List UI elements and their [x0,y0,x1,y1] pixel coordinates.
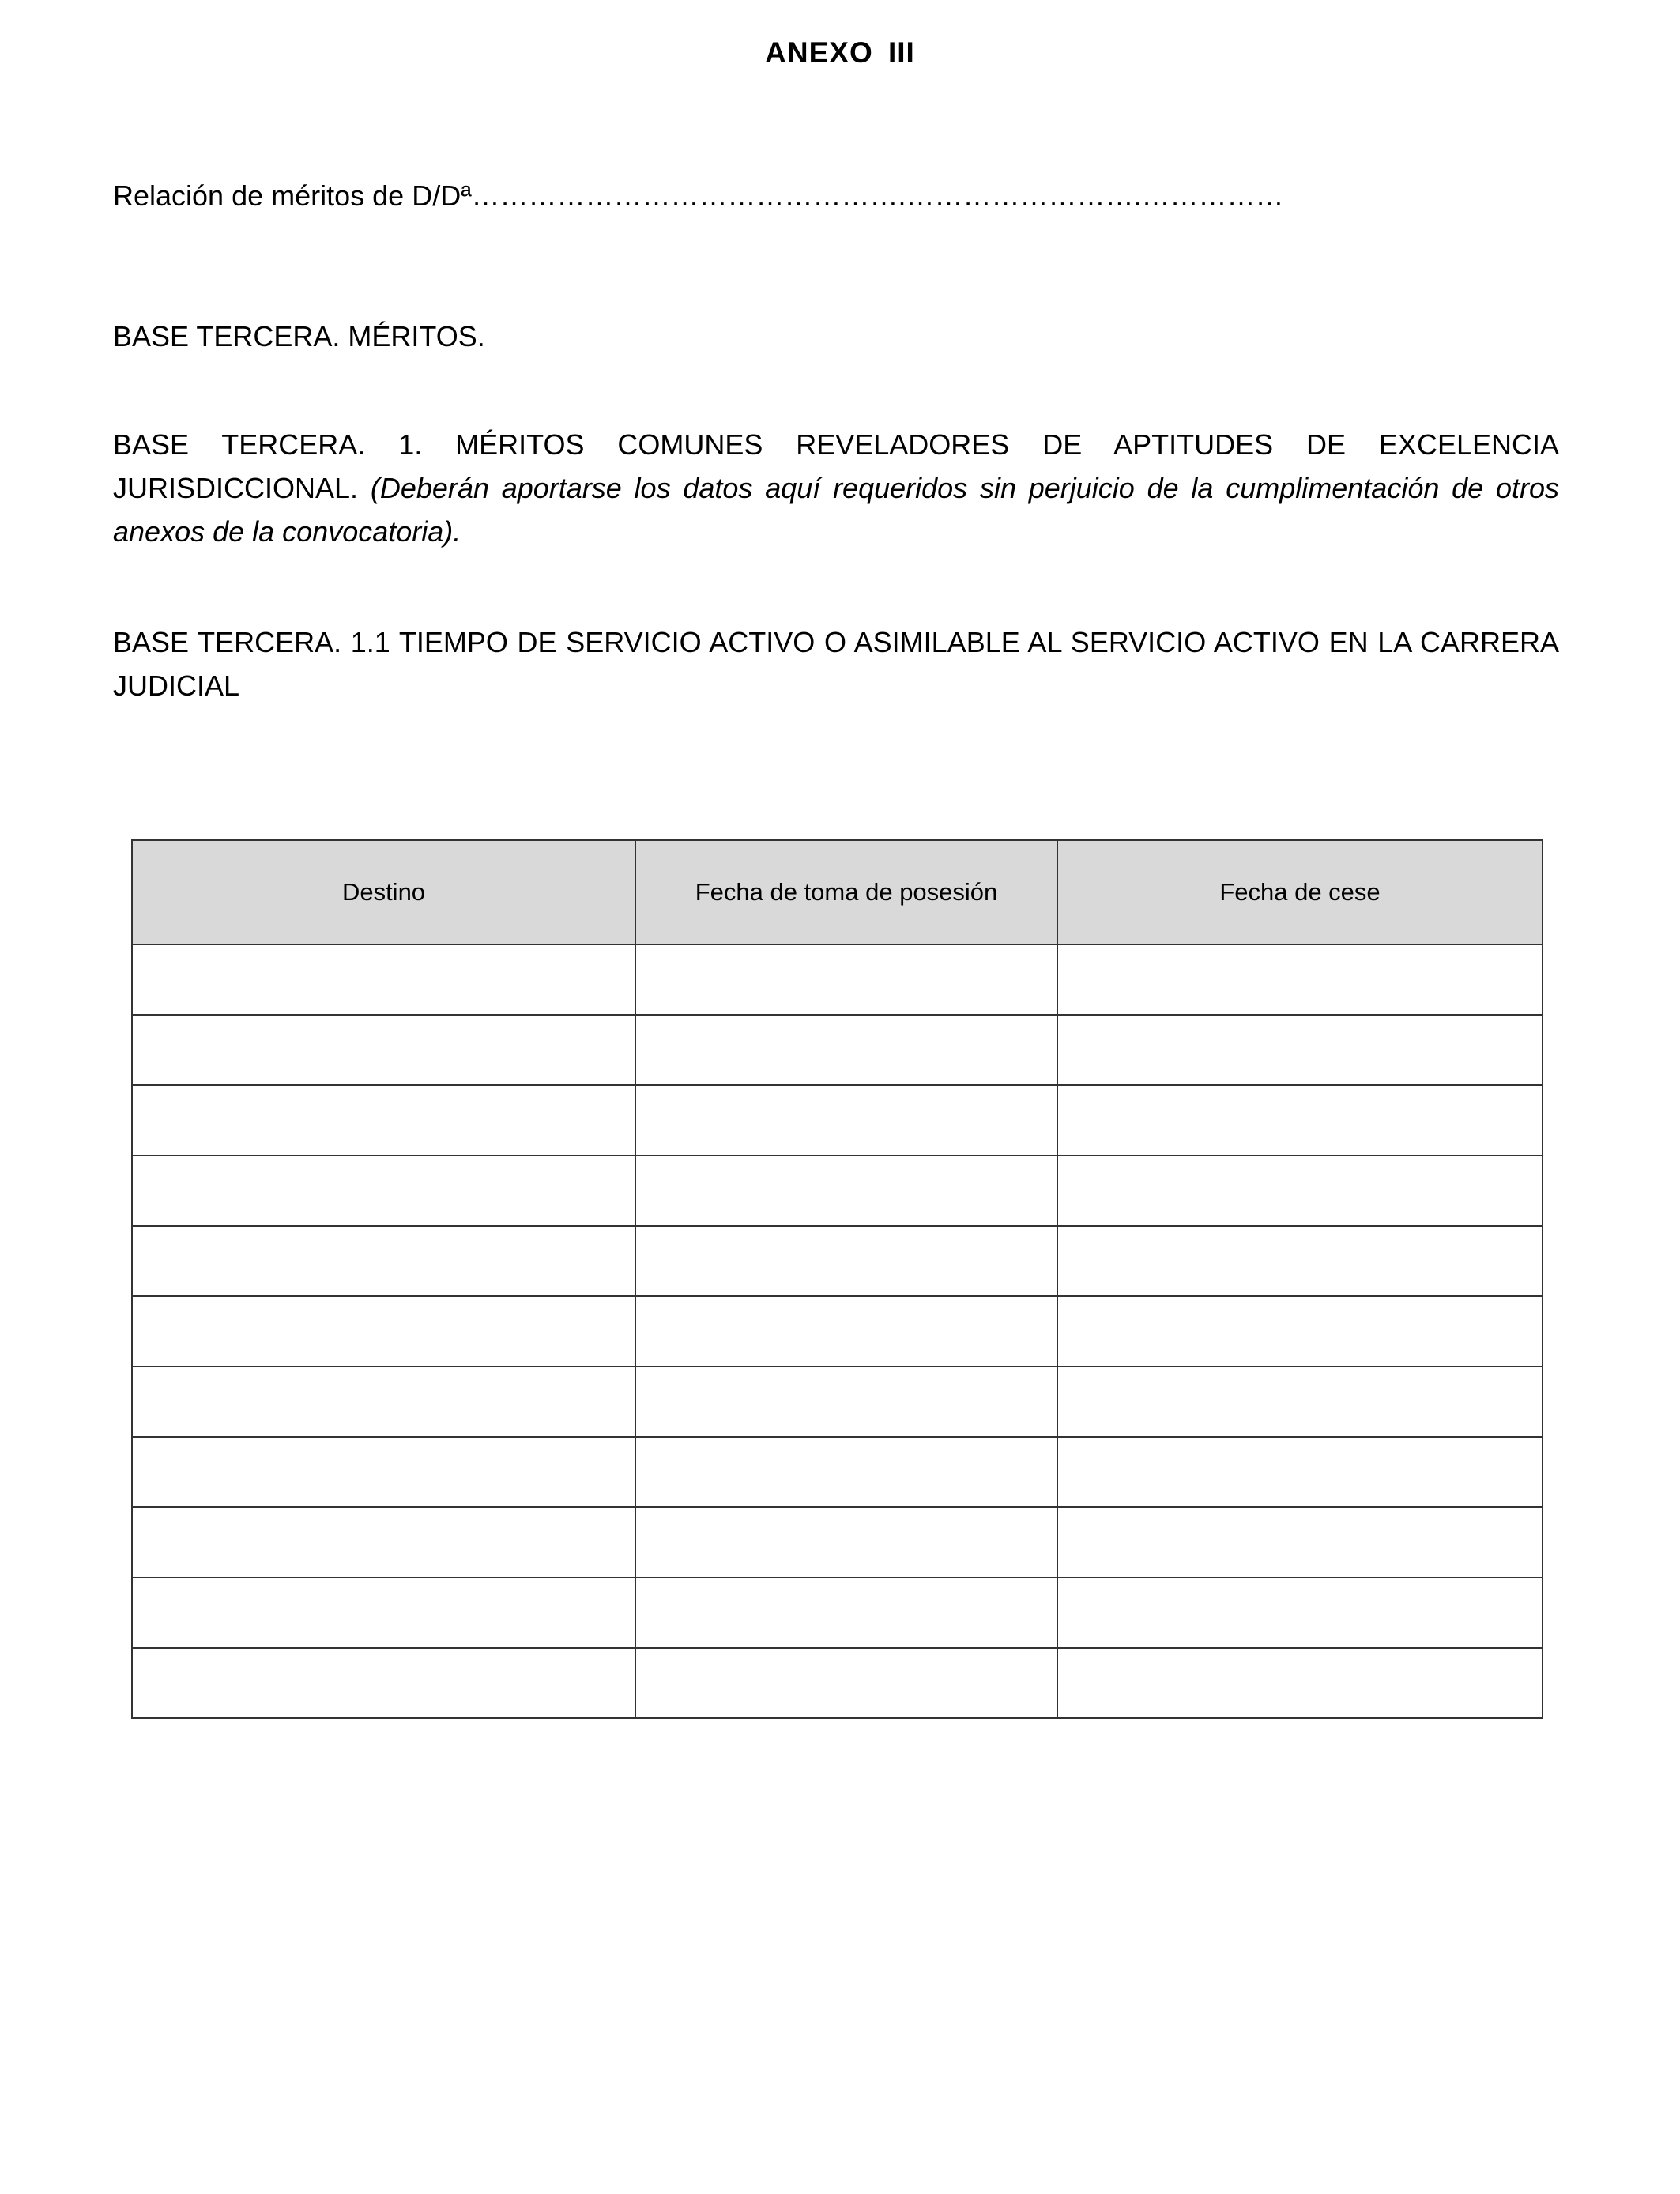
base-comunes-note: (Deberán aportarse los datos aquí requeridos sin perjuicio de la cumplimentación de otros anexos de la convocatoria). [113,472,1559,548]
destino-cell[interactable] [132,1507,635,1578]
destino-cell[interactable] [132,1155,635,1226]
fecha-toma-posesion-cell[interactable] [635,1155,1057,1226]
base-tercera-meritos-heading: BASE TERCERA. MÉRITOS. [113,320,485,352]
base-tercera-tiempo-heading: BASE TERCERA. 1.1 TIEMPO DE SERVICIO ACTIVO O ASIMILABLE AL SERVICIO ACTIVO EN LA CARRERA JUDICIAL [113,626,1559,702]
fecha-cese-cell[interactable] [1057,944,1543,1015]
table-row [132,1226,1543,1296]
fecha-cese-cell[interactable] [1057,1296,1543,1367]
fecha-toma-posesion-cell[interactable] [635,1296,1057,1367]
relacion-label: Relación de méritos de D/Dª [113,179,472,212]
table-row [132,1507,1543,1578]
fecha-toma-posesion-cell[interactable] [635,1437,1057,1507]
fecha-cese-cell[interactable] [1057,1507,1543,1578]
table-row [132,1296,1543,1367]
fecha-cese-cell[interactable] [1057,1578,1543,1648]
destino-cell[interactable] [132,944,635,1015]
fecha-cese-cell[interactable] [1057,1437,1543,1507]
table-row [132,1437,1543,1507]
destino-cell[interactable] [132,1085,635,1155]
table-row [132,944,1543,1015]
page-title: ANEXO III [765,36,915,69]
column-header-fecha-toma-posesion: Fecha de toma de posesión [635,840,1057,944]
fecha-cese-cell[interactable] [1057,1015,1543,1085]
fecha-cese-cell[interactable] [1057,1226,1543,1296]
fecha-toma-posesion-cell[interactable] [635,1507,1057,1578]
destino-cell[interactable] [132,1015,635,1085]
fecha-cese-cell[interactable] [1057,1648,1543,1718]
table-row [132,1155,1543,1226]
service-time-table [131,839,1543,1719]
destino-cell[interactable] [132,1578,635,1648]
fecha-toma-posesion-cell[interactable] [635,944,1057,1015]
fecha-cese-cell[interactable] [1057,1367,1543,1437]
destino-cell[interactable] [132,1367,635,1437]
fecha-toma-posesion-cell[interactable] [635,1085,1057,1155]
fecha-toma-posesion-cell[interactable] [635,1578,1057,1648]
column-header-destino: Destino [132,840,635,944]
fecha-toma-posesion-cell[interactable] [635,1367,1057,1437]
table-row [132,1578,1543,1648]
table-row [132,1367,1543,1437]
fecha-cese-cell[interactable] [1057,1085,1543,1155]
relacion-meritos-line [113,174,1559,217]
fecha-toma-posesion-cell[interactable] [635,1015,1057,1085]
fecha-toma-posesion-cell[interactable] [635,1648,1057,1718]
destino-cell[interactable] [132,1226,635,1296]
table-body [132,944,1543,1718]
column-header-fecha-cese: Fecha de cese [1057,840,1543,944]
destino-cell[interactable] [132,1296,635,1367]
fecha-cese-cell[interactable] [1057,1155,1543,1226]
destino-cell[interactable] [132,1437,635,1507]
name-fill-in-field[interactable]: ……………………………………….…………………….…………… [471,179,1284,212]
table-row [132,1015,1543,1085]
destino-cell[interactable] [132,1648,635,1718]
table-header-row [132,840,1543,944]
fecha-toma-posesion-cell[interactable] [635,1226,1057,1296]
base-comunes-heading: BASE TERCERA. 1. MÉRITOS COMUNES REVELADORES DE APTITUDES DE EXCELENCIA JURISDICCIONAL. [113,428,1559,504]
table-row [132,1648,1543,1718]
table-row [132,1085,1543,1155]
base-tercera-comunes-paragraph [113,423,1559,553]
